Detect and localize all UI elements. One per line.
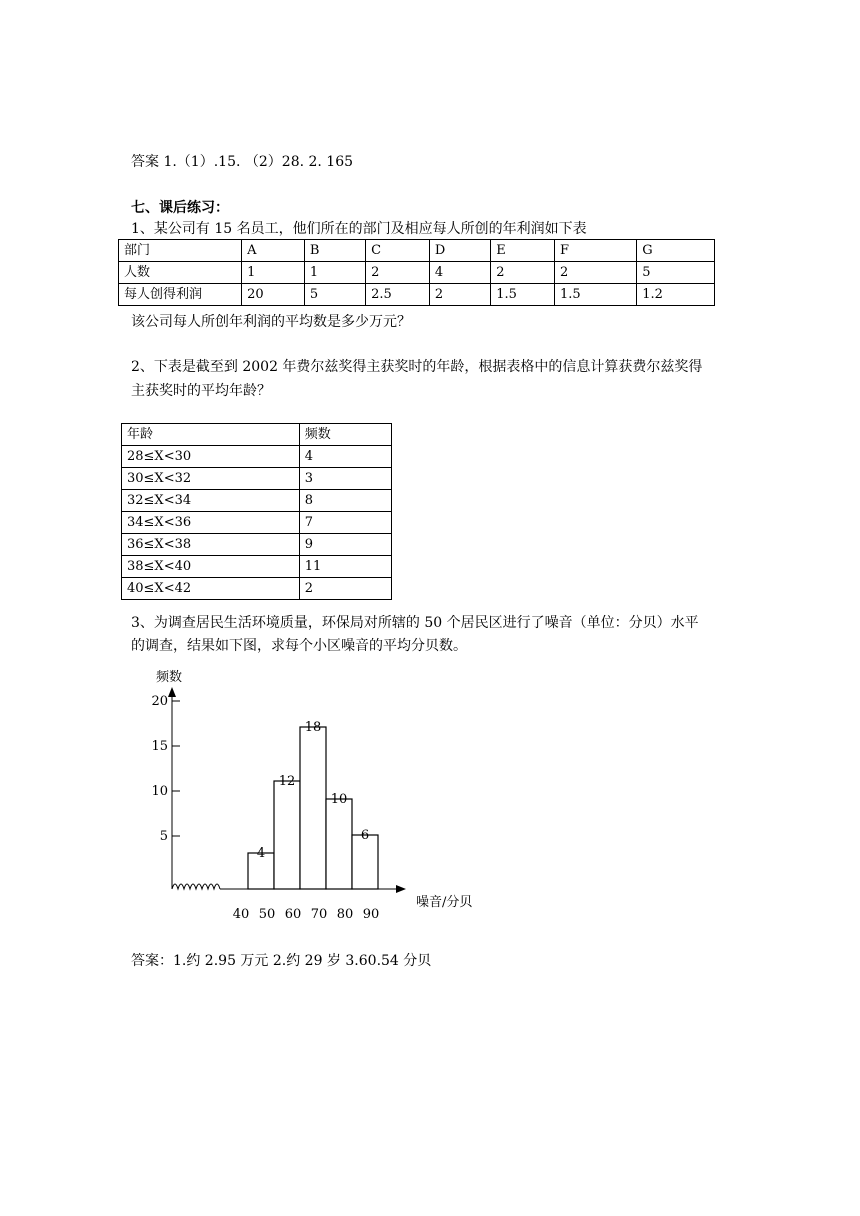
table-cell: 3 [299, 468, 391, 490]
histogram-bar [274, 781, 300, 889]
x-tick-label: 50 [258, 907, 276, 922]
histogram-bar [352, 835, 378, 889]
table-row [122, 578, 392, 600]
bar-value-label: 10 [330, 792, 348, 807]
question-2-text-line-1: 2、下表是截至到 2002 年费尔兹奖得主获奖时的年龄，根据表格中的信息计算获费尔兹奖得 [131, 359, 703, 375]
x-tick-label: 90 [362, 907, 380, 922]
table-cell: 4 [429, 262, 490, 284]
bar-value-label: 4 [256, 846, 266, 861]
table-cell: 8 [299, 490, 391, 512]
row-header-cell: 部门 [119, 240, 242, 262]
table-row [119, 262, 715, 284]
table-cell: A [242, 240, 305, 262]
histogram-bar [326, 799, 352, 889]
table-cell: 30≤X<32 [122, 468, 300, 490]
row-header-cell: 每人创得利润 [119, 284, 242, 306]
table-cell: 28≤X<30 [122, 446, 300, 468]
table-row [119, 240, 715, 262]
table-cell: 2.5 [366, 284, 430, 306]
y-axis-label: 频数 [156, 670, 183, 685]
table-cell: 32≤X<34 [122, 490, 300, 512]
axis-break-zigzag [172, 884, 220, 889]
table-cell: G [637, 240, 715, 262]
y-tick-label: 10 [151, 784, 168, 799]
header-cell: 频数 [299, 424, 391, 446]
question-1-text: 1、某公司有 15 名员工，他们所在的部门及相应每人所创的年利润如下表 [131, 221, 587, 237]
table-cell: 2 [429, 284, 490, 306]
table-cell: 4 [299, 446, 391, 468]
table-cell: 7 [299, 512, 391, 534]
table-cell: E [491, 240, 555, 262]
table-cell: 40≤X<42 [122, 578, 300, 600]
table-row [122, 512, 392, 534]
x-tick-label: 70 [310, 907, 328, 922]
table-cell: 2 [299, 578, 391, 600]
table-cell: 2 [366, 262, 430, 284]
row-header-cell: 人数 [119, 262, 242, 284]
table-row [122, 534, 392, 556]
profit-table [118, 239, 715, 306]
question-1-prompt: 该公司每人所创年利润的平均数是多少万元？ [131, 314, 411, 330]
y-tick-label: 20 [151, 694, 168, 709]
x-tick-label: 80 [336, 907, 354, 922]
table-row [122, 446, 392, 468]
table-row [122, 556, 392, 578]
y-tick-label: 5 [159, 829, 168, 844]
x-tick-label: 40 [232, 907, 250, 922]
table-row [122, 490, 392, 512]
bar-value-label: 6 [360, 828, 370, 843]
y-axis-arrow [168, 687, 176, 697]
table-cell: 1.5 [554, 284, 636, 306]
bar-value-label: 12 [278, 774, 296, 789]
table-cell: 5 [304, 284, 365, 306]
question-3-text-line-2: 的调查，结果如下图，求每个小区噪音的平均分贝数。 [131, 638, 467, 654]
table-cell: 1 [242, 262, 305, 284]
noise-histogram [140, 665, 500, 925]
question-3-text-line-1: 3、为调查居民生活环境质量，环保局对所辖的 50 个居民区进行了噪音（单位：分贝）水平 [131, 615, 699, 631]
header-cell: 年龄 [122, 424, 300, 446]
x-tick-label: 60 [284, 907, 302, 922]
question-2-text-line-2: 主获奖时的平均年龄？ [131, 383, 271, 399]
table-cell: 1.5 [491, 284, 555, 306]
table-cell: 9 [299, 534, 391, 556]
y-tick-label: 15 [151, 739, 168, 754]
table-cell: 1.2 [637, 284, 715, 306]
table-cell: 1 [304, 262, 365, 284]
table-row [122, 468, 392, 490]
x-axis-label: 噪音/分贝 [416, 895, 473, 910]
table-cell: 38≤X<40 [122, 556, 300, 578]
table-row [119, 284, 715, 306]
table-cell: 2 [554, 262, 636, 284]
table-cell: B [304, 240, 365, 262]
table-cell: 2 [491, 262, 555, 284]
table-cell: 5 [637, 262, 715, 284]
final-answer-line: 答案：1.约 2.95 万元 2.约 29 岁 3.60.54 分贝 [131, 953, 432, 969]
table-cell: F [554, 240, 636, 262]
age-frequency-table [121, 423, 392, 600]
table-cell: 34≤X<36 [122, 512, 300, 534]
histogram-bar [300, 727, 326, 889]
table-header-row [122, 424, 392, 446]
table-cell: C [366, 240, 430, 262]
table-cell: 36≤X<38 [122, 534, 300, 556]
answer-line-1: 答案 1.（1）.15. （2）28. 2. 165 [131, 154, 354, 170]
section-heading: 七、课后练习： [131, 200, 229, 216]
table-cell: 11 [299, 556, 391, 578]
bar-value-label: 18 [304, 720, 322, 735]
x-axis-arrow [396, 885, 406, 893]
table-cell: D [429, 240, 490, 262]
table-cell: 20 [242, 284, 305, 306]
